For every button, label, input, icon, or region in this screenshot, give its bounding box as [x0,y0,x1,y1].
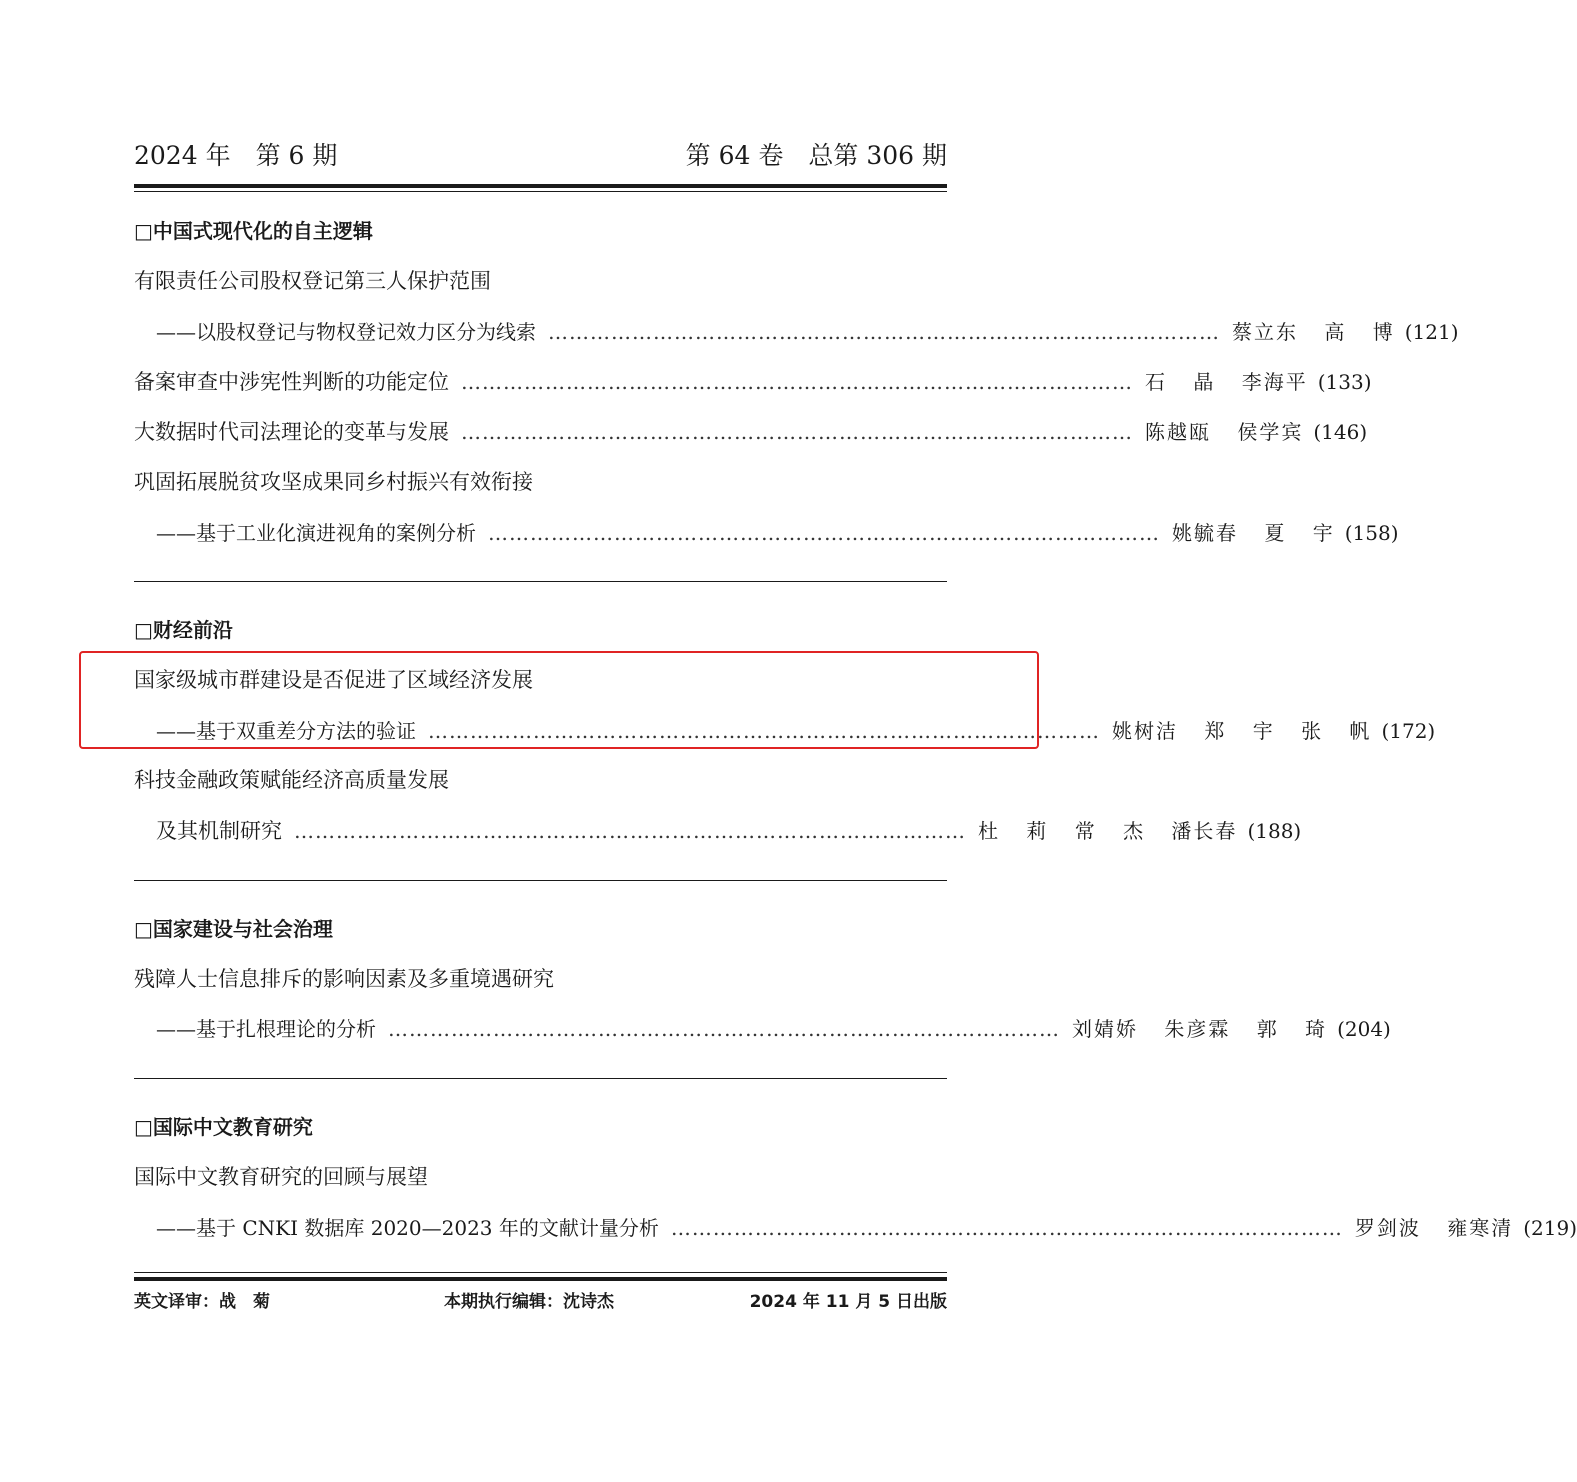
article-page: (121) [1404,320,1459,344]
article-authors: 蔡立东 高 博 [1232,320,1395,344]
article-line[interactable] [134,367,1372,397]
highlight-box [79,651,1039,749]
article-subtitle: ——基于 CNKI 数据库 2020—2023 年的文献计量分析 [156,1216,659,1240]
volume-info: 第 64 卷 总第 306 期 [685,141,947,170]
leader-dots: …………………………………………………………………………………… [294,819,966,843]
article-title[interactable]: 科技金融政策赋能经济高质量发展 [134,768,449,792]
english-reviewer: 英文译审：战 菊 [134,1292,270,1312]
article-page: (146) [1313,420,1368,444]
article-authors: 石 晶 李海平 [1145,370,1308,394]
article-subtitle: ——基于工业化演进视角的案例分析 [156,521,476,545]
article-title[interactable]: 有限责任公司股权登记第三人保护范围 [134,269,491,293]
leader-dots: …………………………………………………………………………………… [388,1017,1060,1041]
article-title: 大数据时代司法理论的变革与发展 [134,420,449,444]
article-page: (133) [1317,370,1372,394]
issue-header [134,138,947,174]
article-line[interactable] [134,816,1302,846]
article-line[interactable] [134,518,1399,548]
article-title[interactable]: 国家级城市群建设是否促进了区域经济发展 [134,668,533,692]
article-authors: 陈越瓯 侯学宾 [1145,420,1304,444]
article-line[interactable] [134,1014,1391,1044]
section-title-chinese-education: □国际中文教育研究 [134,1115,313,1139]
leader-dots: …………………………………………………………………………………… [428,719,1100,743]
leader-dots: …………………………………………………………………………………… [670,1216,1343,1240]
leader-dots: …………………………………………………………………………………… [488,521,1160,545]
issue-date: 2024 年 第 6 期 [134,141,338,170]
article-title[interactable]: 国际中文教育研究的回顾与展望 [134,1165,428,1189]
section-title-modernization: □中国式现代化的自主逻辑 [134,219,373,243]
article-line[interactable] [134,317,1459,347]
article-page: (172) [1381,719,1436,743]
article-subtitle: ——以股权登记与物权登记效力区分为线索 [156,320,536,344]
article-title: 备案审查中涉宪性判断的功能定位 [134,370,449,394]
section-divider [134,581,947,582]
footer-rule-thick [134,1277,947,1281]
header-rule-thin [134,191,947,192]
article-title[interactable]: 巩固拓展脱贫攻坚成果同乡村振兴有效衔接 [134,470,533,494]
leader-dots: …………………………………………………………………………………… [461,370,1133,394]
section-title-finance: □财经前沿 [134,618,233,642]
article-authors: 罗剑波 雍寒清 [1354,1216,1514,1240]
article-authors: 杜 莉 常 杰 潘长春 [978,819,1238,843]
header-rule-thick [134,184,947,188]
article-subtitle: ——基于双重差分方法的验证 [156,719,416,743]
section-divider [134,1078,947,1079]
footer-rule-thin [134,1272,947,1273]
article-page: (204) [1337,1017,1391,1041]
page-footer [134,1288,947,1316]
article-subtitle: ——基于扎根理论的分析 [156,1017,376,1041]
article-line[interactable] [134,417,1368,447]
section-divider [134,880,947,881]
article-authors: 刘婧娇 朱彦霖 郭 琦 [1072,1017,1328,1041]
article-line[interactable] [134,1213,1577,1243]
article-subtitle: 及其机制研究 [156,819,282,843]
executive-editor: 本期执行编辑：沈诗杰 [444,1292,614,1312]
article-title[interactable]: 残障人士信息排斥的影响因素及多重境遇研究 [134,967,554,991]
leader-dots: …………………………………………………………………………………… [548,320,1220,344]
article-page: (188) [1247,819,1302,843]
article-authors: 姚树洁 郑 宇 张 帆 [1112,719,1372,743]
article-authors: 姚毓春 夏 宇 [1172,521,1335,545]
article-page: (158) [1344,521,1399,545]
leader-dots: …………………………………………………………………………………… [461,420,1133,444]
article-page: (219) [1523,1216,1577,1240]
publish-date: 2024 年 11 月 5 日出版 [749,1292,947,1312]
section-title-governance: □国家建设与社会治理 [134,917,333,941]
